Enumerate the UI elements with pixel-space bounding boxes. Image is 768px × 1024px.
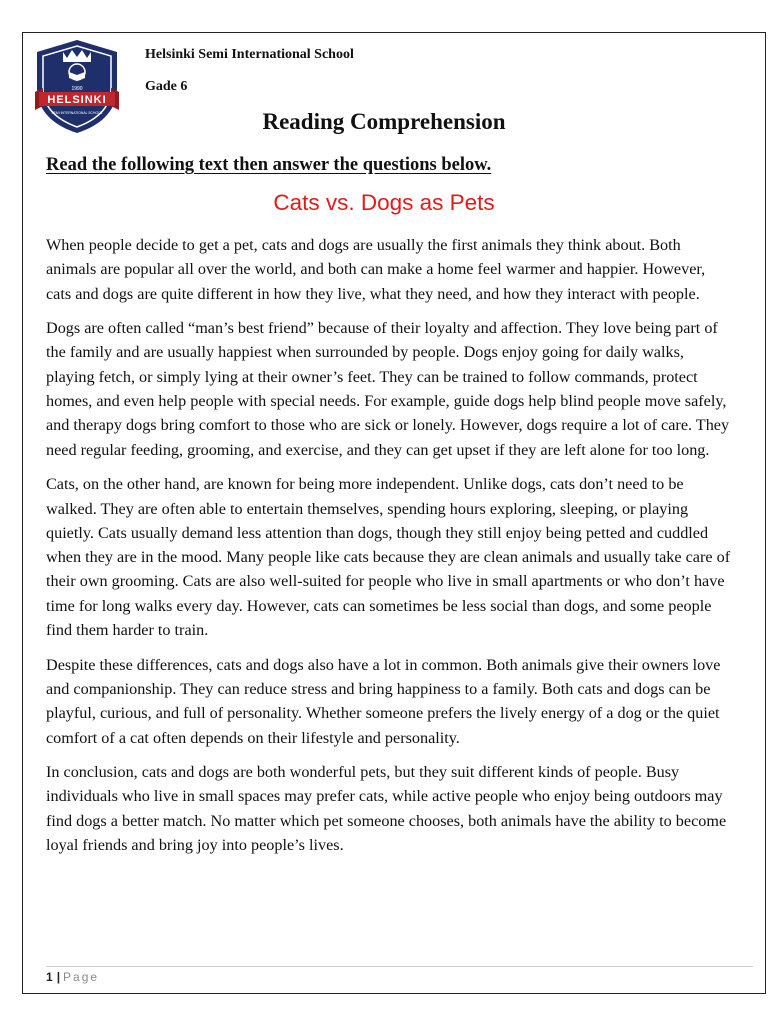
footer-divider (46, 966, 753, 967)
passage-body (46, 233, 732, 868)
instruction-text: Read the following text then answer the questions below. (46, 155, 492, 175)
logo-year: 1990 (71, 86, 83, 92)
page-label: Page (63, 970, 100, 984)
page-number: 1 (46, 970, 53, 984)
paragraph: Dogs are often called “man’s best friend” because of their loyalty and affection. They love being part of the family and are usually happiest when surrounded by people. Dogs enjoy going for daily walks, playing fetch, or simply lying at their owner’s feet. They can be trained to follow commands, protect homes, and even help people with special needs. For example, guide dogs help blind people move safely, and therapy dogs bring comfort to those who are sick or lonely. However, dogs require a lot of care. They need regular feeding, grooming, and exercise, and they can get upset if they are left alone for too long. (46, 319, 730, 459)
school-name: Helsinki Semi International School (145, 47, 354, 62)
paragraph: Despite these differences, cats and dogs also have a lot in common. Both animals give their owners love and companionship. They can reduce stress and bring happiness to a family. Both cats and dogs can be playful, curious, and full of personality. Whether someone prefers the lively energy of a dog or the quiet comfort of a cat often depends on their lifestyle and personality. (46, 655, 721, 747)
page-footer (46, 970, 99, 984)
paragraph: Cats, on the other hand, are known for being more independent. Unlike dogs, cats don’t need to be walked. They are often able to entertain themselves, spending hours exploring, sleeping, or playing quietly. Cats usually demand less attention than dogs, though they still enjoy being petted and cuddled when they are in the mood. Many people like cats because they are clean animals and usually take care of their own grooming. Cats are also well-suited for people who live in small apartments or who don’t have time for long walks every day. However, cats can sometimes be less social than dogs, and some people find them harder to train. (46, 475, 731, 640)
page-title: Reading Comprehension (262, 109, 506, 134)
logo-tagline: SEMI INTERNATIONAL SCHOOL (51, 111, 103, 115)
logo-banner-text: HELSINKI (47, 94, 107, 106)
paragraph: In conclusion, cats and dogs are both wonderful pets, but they suit different kinds of people. Busy individuals who live in small spaces may prefer cats, while active people who enjoy being outdoors may find dogs a better match. No matter which pet someone chooses, both animals have the ability to become loyal friends and bring joy into people’s lives. (46, 763, 727, 855)
footer-separator: | (56, 970, 61, 984)
paragraph: When people decide to get a pet, cats and dogs are usually the first animals they think about. Both animals are popular all over the world, and both can make a home feel warmer and happier. However, cats and dogs are quite different in how they live, what they need, and how they interact with people. (46, 236, 706, 303)
grade-label: Gade 6 (145, 79, 188, 94)
passage-title: Cats vs. Dogs as Pets (273, 190, 495, 215)
